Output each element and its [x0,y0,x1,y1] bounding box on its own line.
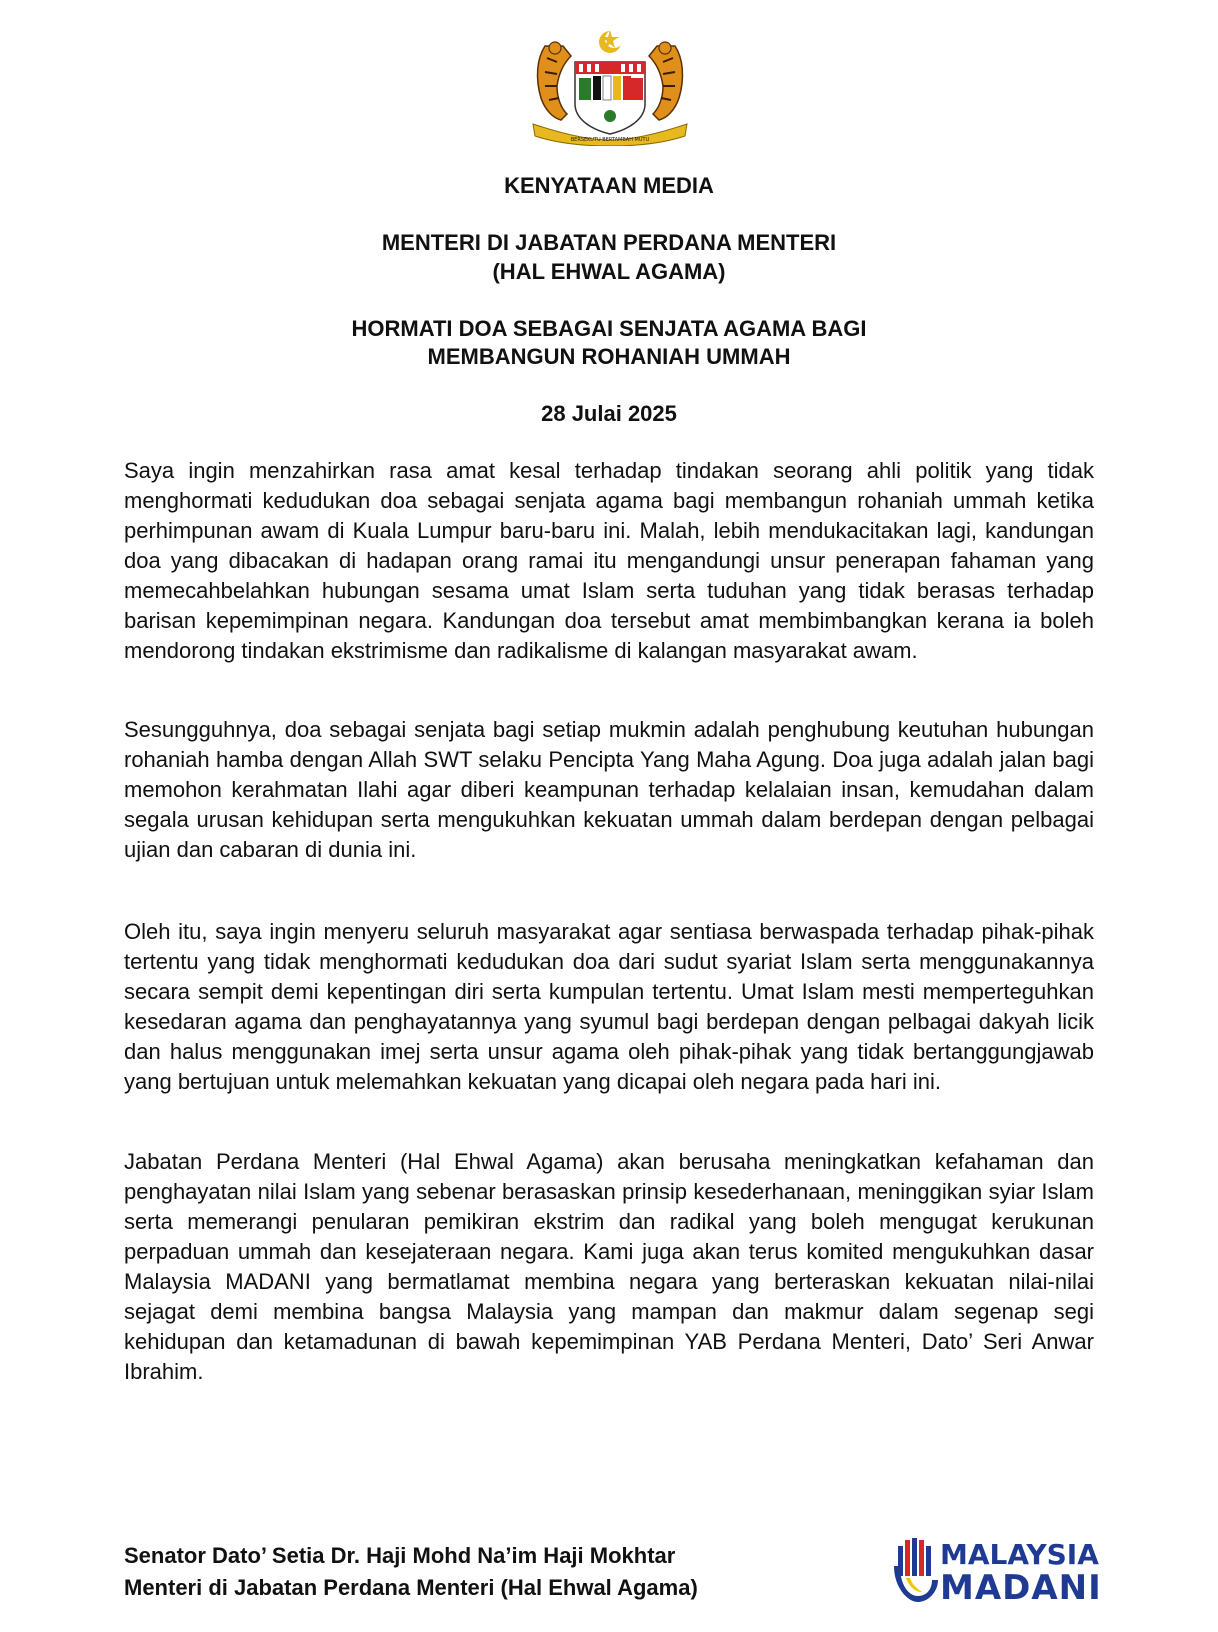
madani-mark-icon [894,1538,938,1602]
paragraph-3: Oleh itu, saya ingin menyeru seluruh masyarakat agar sentiasa berwaspada terhadap pihak-pihak tertentu yang tidak menghormati kedudukan doa dari sudut syariat Islam serta menggunakannya secara sempit demi kepentingan diri serta kumpulan tertentu. Umat Islam mesti memperteguhkan kesedaran agama dan penghayatannya yang syumul bagi berdepan dengan pelbagai dakyah licik dan halus menggunakan imej serta unsur agama oleh pihak-pihak yang tidak bertanggungjawab yang bertujuan untuk melemahkan kekuatan yang dicapai oleh negara pada hari ini. [124,919,1094,1094]
ministry-line-1: MENTERI DI JABATAN PERDANA MENTERI [381,230,837,255]
title-line-1: HORMATI DOA SEBAGAI SENJATA AGAMA BAGI [351,316,867,341]
ministry-line-2: (HAL EHWAL AGAMA) [492,259,726,284]
document-label: KENYATAAN MEDIA [504,173,714,198]
logo-text-madani: MADANI [940,1568,1102,1608]
logo-text-malaysia: MALAYSIA [940,1538,1099,1571]
crest-motto: BERSEKUTU BERTAMBAH MUTU [570,137,650,143]
coat-of-arms-emblem [527,28,693,146]
signatory-position: Menteri di Jabatan Perdana Menteri (Hal Ehwal Agama) [124,1575,698,1600]
statement-date: 28 Julai 2025 [541,401,677,426]
paragraph-4: Jabatan Perdana Menteri (Hal Ehwal Agama) akan berusaha meningkatkan kefahaman dan penghayatan nilai Islam yang sebenar berasaskan prinsip kesederhanaan, meninggikan syiar Islam serta memerangi penularan pemikiran ekstrim dan radikal yang boleh mengugat kerukunan perpaduan ummah dan kesejateraan negara. Kami juga akan terus komited mengukuhkan dasar Malaysia MADANI yang bermatlamat membina negara yang berteraskan kekuatan nilai-nilai sejagat demi membina bangsa Malaysia yang mampan dan makmur dalam segenap segi kehidupan dan ketamadunan di bawah kepemimpinan YAB Perdana Menteri, Dato’ Seri Anwar Ibrahim. [124,1149,1094,1384]
paragraph-2: Sesungguhnya, doa sebagai senjata bagi setiap mukmin adalah penghubung keutuhan hubungan rohaniah hamba dengan Allah SWT selaku Pencipta Yang Maha Agung. Doa juga adalah jalan bagi memohon kerahmatan Ilahi agar diberi keampunan terhadap kelalaian insan, kemudahan dalam segala urusan kehidupan serta mengukuhkan kekuatan ummah dalam berdepan dengan pelbagai ujian dan cabaran di dunia ini. [124,717,1094,862]
title-line-2: MEMBANGUN ROHANIAH UMMAH [427,344,791,369]
paragraph-1: Saya ingin menzahirkan rasa amat kesal terhadap tindakan seorang ahli politik yang tidak menghormati kedudukan doa sebagai senjata agama bagi membangun rohaniah ummah ketika perhimpunan awam di Kuala Lumpur baru-baru ini. Malah, lebih mendukacitakan lagi, kandungan doa yang dibacakan di hadapan orang ramai itu mengandungi unsur penerapan fahaman yang memecahbelahkan hubungan sesama umat Islam serta tuduhan yang tidak berasas terhadap barisan kepemimpinan negara. Kandungan doa tersebut amat membimbangkan kerana ia boleh mendorong tindakan ekstrimisme dan radikalisme di kalangan masyarakat awam. [124,458,1094,663]
signatory-name: Senator Dato’ Setia Dr. Haji Mohd Na’im Haji Mokhtar [124,1543,676,1568]
